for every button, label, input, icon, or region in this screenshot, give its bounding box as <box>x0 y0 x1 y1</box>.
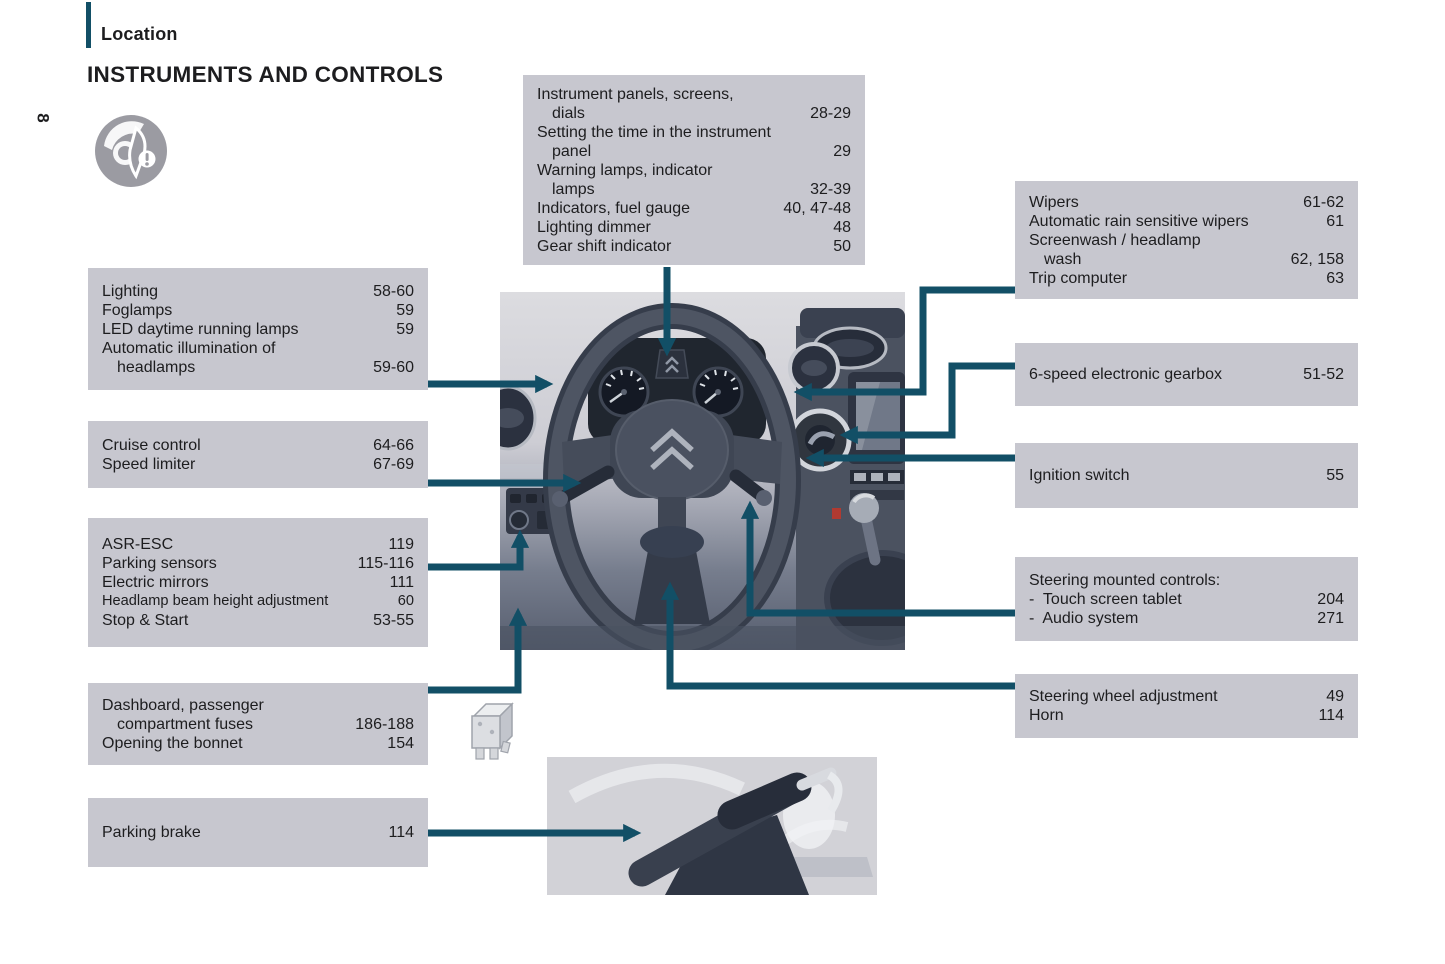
page-reference: 60 <box>397 593 414 609</box>
callout-label: Opening the bonnet <box>102 734 243 752</box>
callout-label: Indicators, fuel gauge <box>537 199 690 217</box>
callout-label: Automatic illumination of <box>102 339 276 357</box>
callout-label: headlamps <box>117 358 196 376</box>
page-title: INSTRUMENTS AND CONTROLS <box>87 62 444 87</box>
callout-label: Screenwash / headlamp <box>1029 231 1201 249</box>
steering-wheel-hand-pictogram-icon <box>92 112 170 190</box>
page-reference: 32-39 <box>810 180 851 198</box>
parking-brake-lever-photo <box>547 757 877 895</box>
callout-label: dials <box>552 104 585 122</box>
page-reference: 115-116 <box>357 555 414 572</box>
callout-label: Speed limiter <box>102 455 196 473</box>
page-reference: 29 <box>833 142 851 160</box>
callout-row <box>1029 609 1344 628</box>
callout-row <box>102 696 414 715</box>
fuse-box-illustration-icon <box>464 696 518 762</box>
page-reference: 28-29 <box>810 104 851 122</box>
callout-parking-brake <box>88 798 428 867</box>
callout-label: LED daytime running lamps <box>102 320 299 338</box>
callout-label: Steering wheel adjustment <box>1029 688 1218 705</box>
callout-row <box>1029 250 1344 269</box>
callout-row <box>537 123 851 142</box>
page-reference: 67-69 <box>373 455 414 473</box>
callout-label: Horn <box>1029 707 1064 724</box>
callout-label: Electric mirrors <box>102 574 209 591</box>
page-reference: 61-62 <box>1303 193 1344 211</box>
callout-row <box>102 358 414 377</box>
page-reference: 48 <box>833 218 851 236</box>
page-reference: 63 <box>1326 269 1344 287</box>
page-reference: 51-52 <box>1303 366 1344 383</box>
callout-label: panel <box>552 142 592 160</box>
callout-label: Foglamps <box>102 301 173 319</box>
callout-steering-mounted-controls <box>1015 557 1358 641</box>
callout-row <box>1029 212 1344 231</box>
page-reference: 53-55 <box>373 612 414 629</box>
callout-row <box>102 301 414 320</box>
callout-label: Parking brake <box>102 824 201 841</box>
page-reference: 114 <box>388 824 414 841</box>
callout-row <box>1029 365 1344 384</box>
callout-asr-esc <box>88 518 428 647</box>
page-reference: 50 <box>833 237 851 255</box>
callout-label: Wipers <box>1029 193 1079 211</box>
callout-label: Trip computer <box>1029 269 1128 287</box>
page-reference: 119 <box>388 536 414 553</box>
callout-label: Headlamp beam height adjustment <box>102 593 329 609</box>
callout-label: Instrument panels, screens, <box>537 85 734 103</box>
page-reference: 59 <box>396 320 414 338</box>
callout-cruise-control <box>88 421 428 488</box>
hazard-button <box>832 508 841 519</box>
callout-label: Lighting <box>102 282 159 300</box>
page-reference: 49 <box>1326 688 1344 705</box>
dashboard-steering-wheel-photo <box>500 292 905 650</box>
callout-row <box>1029 687 1344 706</box>
page-reference: 186-188 <box>355 715 414 733</box>
callout-row <box>102 573 414 592</box>
callout-wipers <box>1015 181 1358 299</box>
page-reference: 111 <box>389 574 414 591</box>
page-reference: 154 <box>387 734 414 752</box>
page-reference: 114 <box>1318 707 1344 724</box>
callout-label: Cruise control <box>102 436 201 454</box>
callout-row <box>102 554 414 573</box>
callout-row <box>102 715 414 734</box>
callout-row <box>1029 269 1344 288</box>
callout-label: wash <box>1044 250 1082 268</box>
callout-instrument-panels <box>523 75 865 265</box>
callout-gearbox <box>1015 343 1358 406</box>
callout-label: Stop & Start <box>102 612 189 629</box>
callout-label: ASR-ESC <box>102 536 174 553</box>
callout-label: - Audio system <box>1029 609 1139 627</box>
callout-label: Ignition switch <box>1029 467 1130 484</box>
callout-label: Parking sensors <box>102 555 217 572</box>
callout-label: Warning lamps, indicator <box>537 161 713 179</box>
callout-row <box>537 218 851 237</box>
callout-row <box>1029 466 1344 485</box>
callout-row <box>102 535 414 554</box>
callout-label: compartment fuses <box>117 715 254 733</box>
callout-steering-wheel-adjustment <box>1015 674 1358 738</box>
callout-row <box>102 282 414 301</box>
page-reference: 40, 47-48 <box>783 199 851 217</box>
page-reference: 64-66 <box>373 436 414 454</box>
center-console <box>790 308 905 650</box>
callout-row <box>102 823 414 842</box>
callout-row <box>537 199 851 218</box>
callout-row <box>102 611 414 630</box>
callout-row <box>537 237 851 256</box>
page-reference: 55 <box>1326 467 1344 484</box>
callout-label: lamps <box>552 180 595 198</box>
callout-row <box>537 161 851 180</box>
callout-dashboard-fuses <box>88 683 428 765</box>
callout-label: Steering mounted controls: <box>1029 571 1221 589</box>
callout-row <box>537 180 851 199</box>
callout-row <box>102 734 414 753</box>
callout-row <box>102 339 414 358</box>
callout-lighting <box>88 268 428 390</box>
callout-row <box>1029 193 1344 212</box>
callout-row <box>102 592 414 611</box>
callout-label: Setting the time in the instrument <box>537 123 771 141</box>
callout-row <box>537 104 851 123</box>
page-reference: 271 <box>1317 609 1344 627</box>
page-reference: 58-60 <box>373 282 414 300</box>
callout-row <box>102 320 414 339</box>
callout-label: - Touch screen tablet <box>1029 590 1182 608</box>
callout-ignition-switch <box>1015 443 1358 508</box>
callout-row <box>102 436 414 455</box>
page-reference: 59-60 <box>373 358 414 376</box>
callout-row <box>1029 231 1344 250</box>
callout-row <box>1029 571 1344 590</box>
callout-row <box>1029 706 1344 725</box>
page-reference: 62, 158 <box>1290 250 1344 268</box>
callout-label: Automatic rain sensitive wipers <box>1029 212 1249 230</box>
callout-label: Lighting dimmer <box>537 218 651 236</box>
callout-label: 6-speed electronic gearbox <box>1029 366 1223 383</box>
callout-row <box>537 142 851 161</box>
callout-row <box>537 85 851 104</box>
page-reference: 204 <box>1317 590 1344 608</box>
section-accent-bar <box>86 2 91 48</box>
page-reference: 61 <box>1326 212 1344 230</box>
page-number: 8 <box>33 113 53 123</box>
page-reference: 59 <box>396 301 414 319</box>
callout-row <box>1029 590 1344 609</box>
section-label: Location <box>101 24 178 44</box>
callout-label: Gear shift indicator <box>537 237 672 255</box>
callout-row <box>102 455 414 474</box>
callout-label: Dashboard, passenger <box>102 696 264 714</box>
